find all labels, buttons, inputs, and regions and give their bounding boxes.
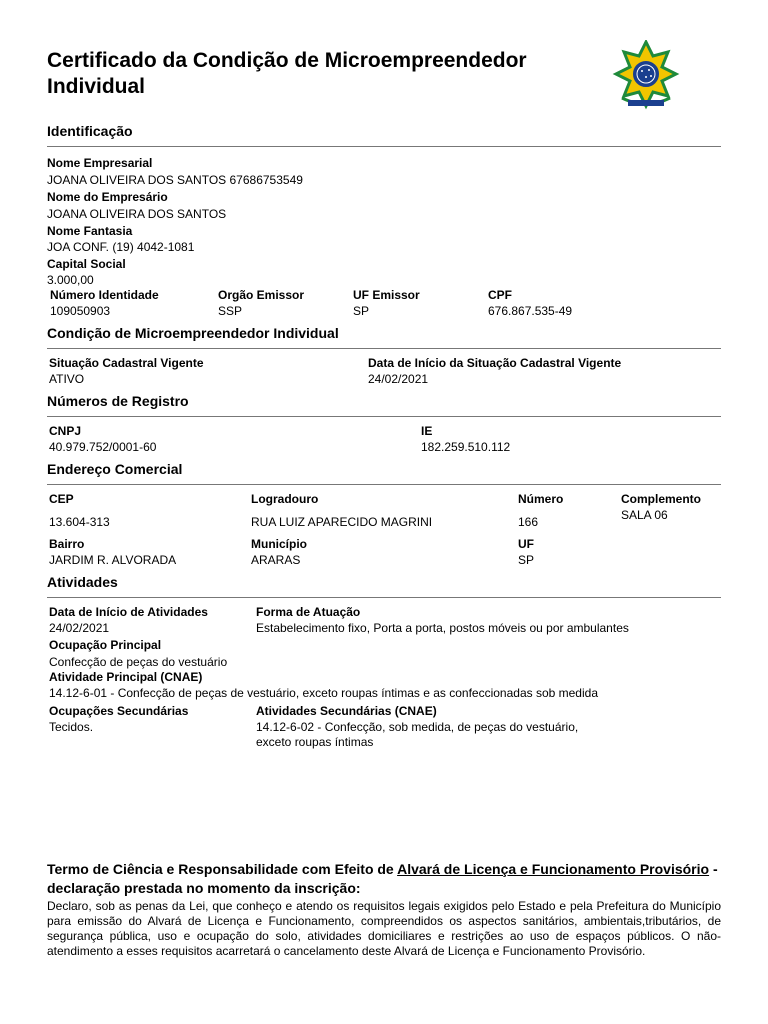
forma-atuacao-label: Forma de Atuação: [256, 605, 361, 619]
termo-heading-part2: - declaração prestada no momento da inscrição:: [47, 861, 718, 896]
section-heading-atividades: Atividades: [47, 574, 118, 590]
numero-value: 166: [518, 515, 539, 529]
atividades-secundarias-line2: exceto roupas íntimas: [256, 735, 374, 749]
ocupacao-principal-value: Confecção de peças do vestuário: [49, 655, 228, 669]
atividade-principal-value: 14.12-6-01 - Confecção de peças de vestuário, exceto roupas íntimas e as confeccionadas sob medida: [49, 686, 598, 700]
section-heading-endereco: Endereço Comercial: [47, 461, 183, 477]
cnpj-label: CNPJ: [49, 424, 82, 438]
cep-label: CEP: [49, 492, 74, 506]
uf-emissor-value: SP: [353, 304, 370, 318]
ie-label: IE: [421, 424, 433, 438]
uf-label: UF: [518, 537, 534, 551]
section-heading-condicao: Condição de Microempreendedor Individual: [47, 325, 339, 341]
uf-value: SP: [518, 553, 535, 567]
atividade-principal-label: Atividade Principal (CNAE): [49, 670, 203, 684]
bairro-label: Bairro: [49, 537, 85, 551]
numero-label: Número: [518, 492, 564, 506]
logradouro-value: RUA LUIZ APARECIDO MAGRINI: [251, 515, 433, 529]
cpf-value: 676.867.535-49: [488, 304, 573, 318]
divider: [47, 597, 721, 598]
atividades-secundarias-label: Atividades Secundárias (CNAE): [256, 704, 437, 718]
nome-fantasia-value: JOA CONF. (19) 4042-1081: [47, 240, 195, 254]
termo-body: Declaro, sob as penas da Lei, que conheço e atendo os requisitos legais exigidos pelo Estado e pela Prefeitura do Município para emissão do Alvará de Licença e Funcionamento, compreendidos os aspectos sanitários, ambientais,tributários, de segurança pública, uso e ocupação do solo, atividades domiciliares e restrições ao uso de espaços públicos. O não-atendimento a esses requisitos acarretará o cancelamento deste Alvará de Licença e Funcionamento Provisório.: [47, 899, 721, 958]
ocupacao-principal-label: Ocupação Principal: [49, 638, 162, 652]
divider: [47, 348, 721, 349]
municipio-label: Município: [251, 537, 307, 551]
complemento-value: SALA 06: [621, 508, 668, 522]
complemento-label: Complemento: [621, 492, 702, 506]
nome-empresarial-label: Nome Empresarial: [47, 156, 153, 170]
bairro-value: JARDIM R. ALVORADA: [49, 553, 177, 567]
divider: [47, 484, 721, 485]
termo-heading: [47, 860, 721, 898]
cnpj-value: 40.979.752/0001-60: [49, 440, 157, 454]
divider: [47, 416, 721, 417]
nome-empresario-value: JOANA OLIVEIRA DOS SANTOS: [47, 207, 227, 221]
numero-identidade-label: Número Identidade: [50, 288, 159, 302]
ocupacoes-secundarias-value: Tecidos.: [49, 720, 94, 734]
page-title: Certificado da Condição de Microempreendedor Individual: [47, 49, 527, 98]
coat-of-arms-icon: [612, 40, 680, 112]
orgao-emissor-label: Orgão Emissor: [218, 288, 305, 302]
alvara-link[interactable]: Alvará de Licença e Funcionamento Provisório: [397, 861, 710, 877]
section-heading-registro: Números de Registro: [47, 393, 189, 409]
nome-fantasia-label: Nome Fantasia: [47, 224, 133, 238]
logradouro-label: Logradouro: [251, 492, 319, 506]
capital-social-value: 3.000,00: [47, 273, 94, 287]
data-inicio-atividades-value: 24/02/2021: [49, 621, 110, 635]
ie-value: 182.259.510.112: [421, 440, 511, 454]
data-inicio-situacao-value: 24/02/2021: [368, 372, 429, 386]
ocupacoes-secundarias-label: Ocupações Secundárias: [49, 704, 189, 718]
uf-emissor-label: UF Emissor: [353, 288, 420, 302]
data-inicio-atividades-label: Data de Início de Atividades: [49, 605, 208, 619]
numero-identidade-value: 109050903: [50, 304, 111, 318]
orgao-emissor-value: SSP: [218, 304, 243, 318]
nome-empresario-label: Nome do Empresário: [47, 190, 168, 204]
divider: [47, 146, 721, 147]
atividades-secundarias-line1: 14.12-6-02 - Confecção, sob medida, de peças do vestuário,: [256, 720, 579, 734]
data-inicio-situacao-label: Data de Início da Situação Cadastral Vigente: [368, 356, 622, 370]
termo-heading-part1: Termo de Ciência e Responsabilidade com Efeito de: [47, 861, 398, 877]
situacao-cadastral-label: Situação Cadastral Vigente: [49, 356, 204, 370]
capital-social-label: Capital Social: [47, 257, 126, 271]
situacao-cadastral-value: ATIVO: [49, 372, 85, 386]
cpf-label: CPF: [488, 288, 512, 302]
forma-atuacao-value: Estabelecimento fixo, Porta a porta, postos móveis ou por ambulantes: [256, 621, 629, 635]
cep-value: 13.604-313: [49, 515, 110, 529]
municipio-value: ARARAS: [251, 553, 301, 567]
nome-empresarial-value: JOANA OLIVEIRA DOS SANTOS 67686753549: [47, 173, 303, 187]
section-heading-identificacao: Identificação: [47, 123, 133, 139]
